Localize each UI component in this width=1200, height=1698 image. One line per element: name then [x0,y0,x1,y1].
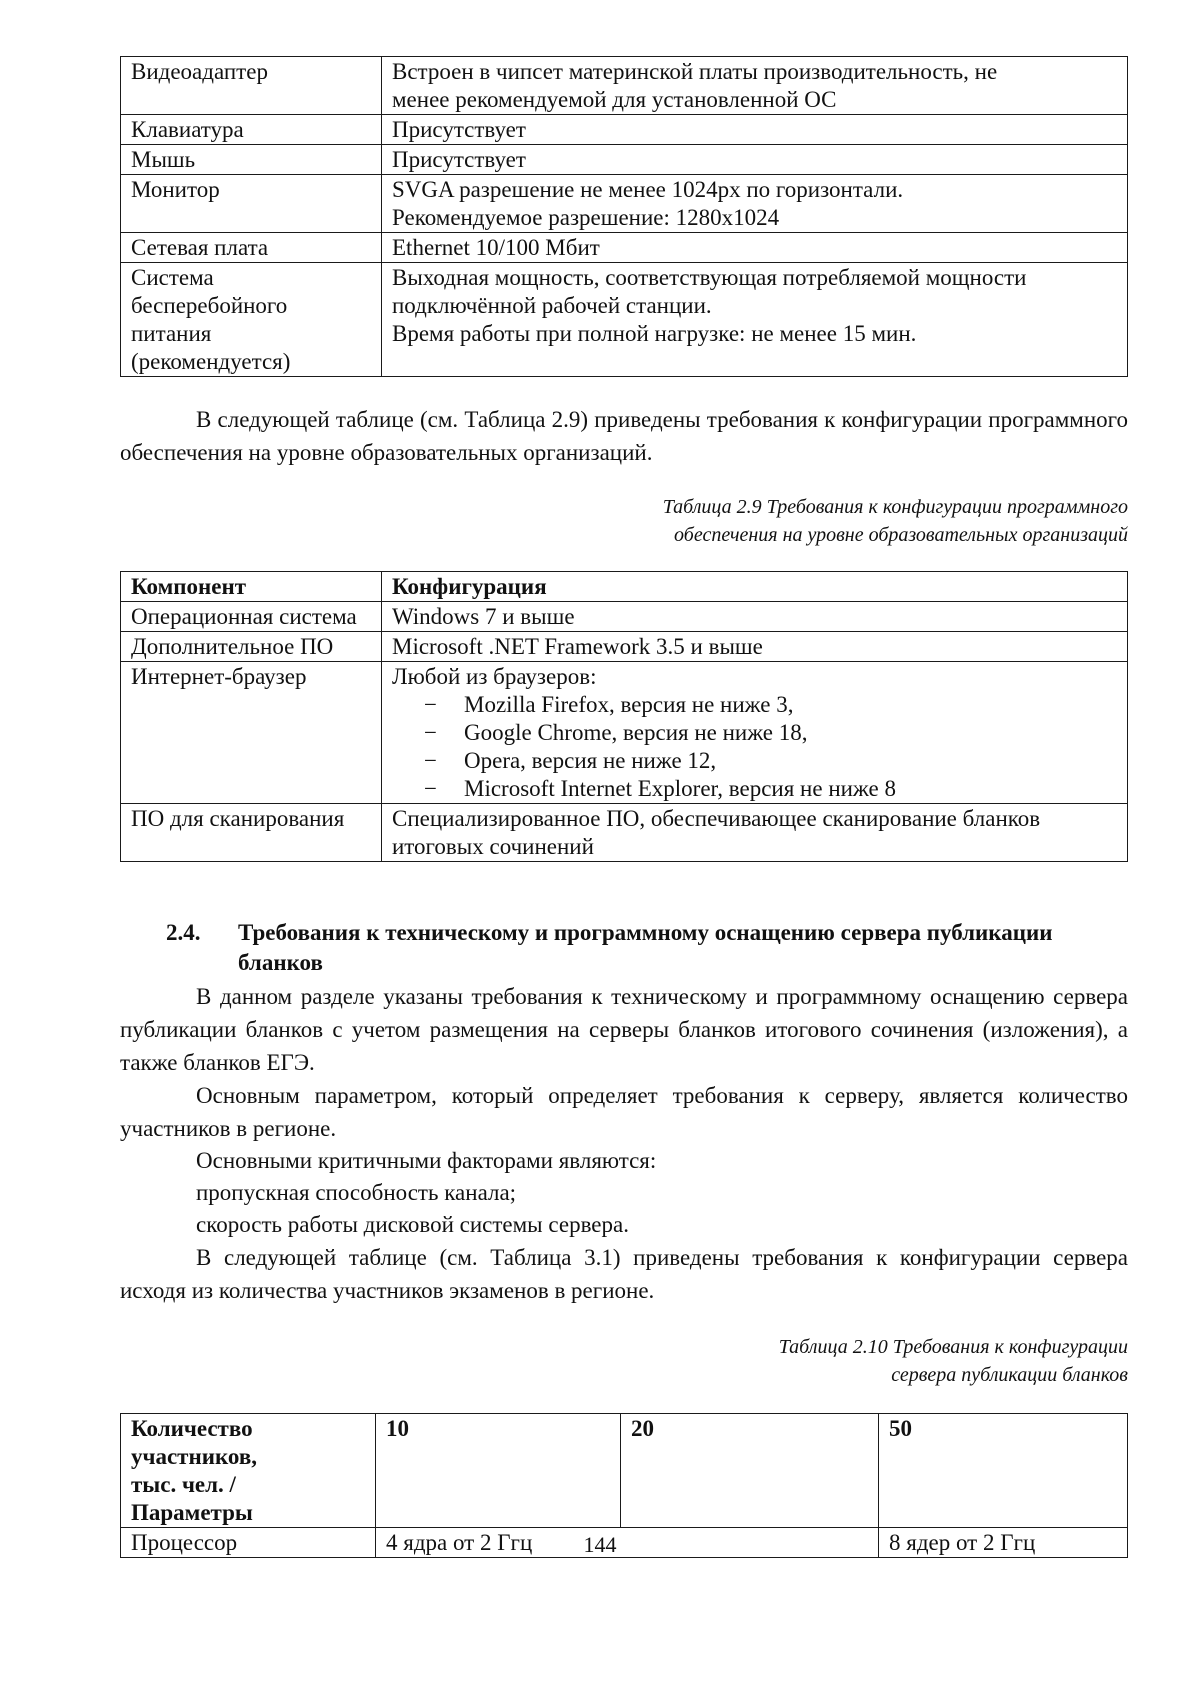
table-cell: Присутствует [382,145,1128,175]
table-cell: Сетевая плата [121,233,382,263]
table-row [121,145,1128,175]
table-cell: Встроен в чипсет материнской платы производительность, не менее рекомендуемой для установленной ОС [382,57,1128,115]
table-row [121,115,1128,145]
paragraph-table-2-9-intro: В следующей таблице (см. Таблица 2.9) приведены требования к конфигурации программного обеспечения на уровне образовательных организаций. [120,407,1128,465]
table-cell: Система бесперебойного питания (рекомендуется) [121,263,382,377]
table-row [121,57,1128,115]
paragraph: В данном разделе указаны требования к техническому и программному оснащению сервера публикации бланков с учетом размещения на серверы бланков итогового сочинения (изложения), а также бланков ЕГЭ. [120,984,1128,1075]
table-cell: Любой из браузеров: − Mozilla Firefox, версия не ниже 3, − Google Chrome, версия не ниже 18, − Opera, версия не ниже 12, − Microsoft Internet Explorer, версия не ниже 8 [382,662,1128,804]
hardware-table [120,56,1128,377]
table-caption-2-10: Таблица 2.10 Требования к конфигурации сервера публикации бланков [778,1336,1128,1386]
table-header-row [121,1414,1128,1528]
page-number: 144 [583,1532,617,1557]
table-row [121,602,1128,632]
section-number: 2.4. [166,920,201,945]
document-page [120,56,1128,1558]
table-cell: SVGA разрешение не менее 1024px по горизонтали. Рекомендуемое разрешение: 1280x1024 [382,175,1128,233]
list-item: − Microsoft Internet Explorer, версия не ниже 8 [424,776,896,801]
paragraph: скорость работы дисковой системы сервера. [196,1212,629,1237]
section-title: Требования к техническому и программному оснащению сервера публикации бланков [238,920,1053,975]
table-cell: Присутствует [382,115,1128,145]
table-caption-2-9: Таблица 2.9 Требования к конфигурации программного обеспечения на уровне образовательных организаций [662,496,1128,546]
table-row [121,175,1128,233]
table-cell: Мышь [121,145,382,175]
table-cell: Дополнительное ПО [121,632,382,662]
table-header-row [121,572,1128,602]
table-cell: 4 ядра от 2 Ггц [376,1528,879,1558]
table-row [121,632,1128,662]
section-heading [106,918,1128,978]
table-cell: 8 ядер от 2 Ггц [879,1528,1128,1558]
table-header-cell: 10 [376,1414,621,1528]
table-cell: Процессор [121,1528,376,1558]
table-header-cell: Количество участников, тыс. чел. / Параметры [121,1414,376,1528]
table-cell: Монитор [121,175,382,233]
table-cell: Клавиатура [121,115,382,145]
table-header-cell: Компонент [121,572,382,602]
browser-list [392,691,1117,803]
table-row [121,662,1128,804]
table-cell: Операционная система [121,602,382,632]
table-row [121,263,1128,377]
table-row [121,804,1128,862]
table-cell: Windows 7 и выше [382,602,1128,632]
table-row [121,233,1128,263]
table-cell: Интернет-браузер [121,662,382,804]
table-cell: Видеоадаптер [121,57,382,115]
paragraph: пропускная способность канала; [196,1180,517,1205]
software-config-table [120,571,1128,862]
table-cell: ПО для сканирования [121,804,382,862]
list-item: − Mozilla Firefox, версия не ниже 3, [424,692,794,717]
table-cell: Выходная мощность, соответствующая потребляемой мощности подключённой рабочей станции. Время работы при полной нагрузке: не менее 15 мин. [382,263,1128,377]
table-header-cell: Конфигурация [382,572,1128,602]
table-header-cell: 50 [879,1414,1128,1528]
table-header-cell: 20 [621,1414,879,1528]
paragraph: В следующей таблице (см. Таблица 3.1) приведены требования к конфигурации сервера исходя из количества участников экзаменов в регионе. [120,1245,1128,1303]
list-item: − Opera, версия не ниже 12, [424,748,717,773]
table-cell: Microsoft .NET Framework 3.5 и выше [382,632,1128,662]
table-cell: Специализированное ПО, обеспечивающее сканирование бланков итоговых сочинений [382,804,1128,862]
table-cell: Ethernet 10/100 Мбит [382,233,1128,263]
list-item: − Google Chrome, версия не ниже 18, [424,720,808,745]
paragraph: Основными критичными факторами являются: [196,1148,657,1173]
paragraph: Основным параметром, который определяет требования к серверу, является количество участников в регионе. [120,1083,1128,1141]
